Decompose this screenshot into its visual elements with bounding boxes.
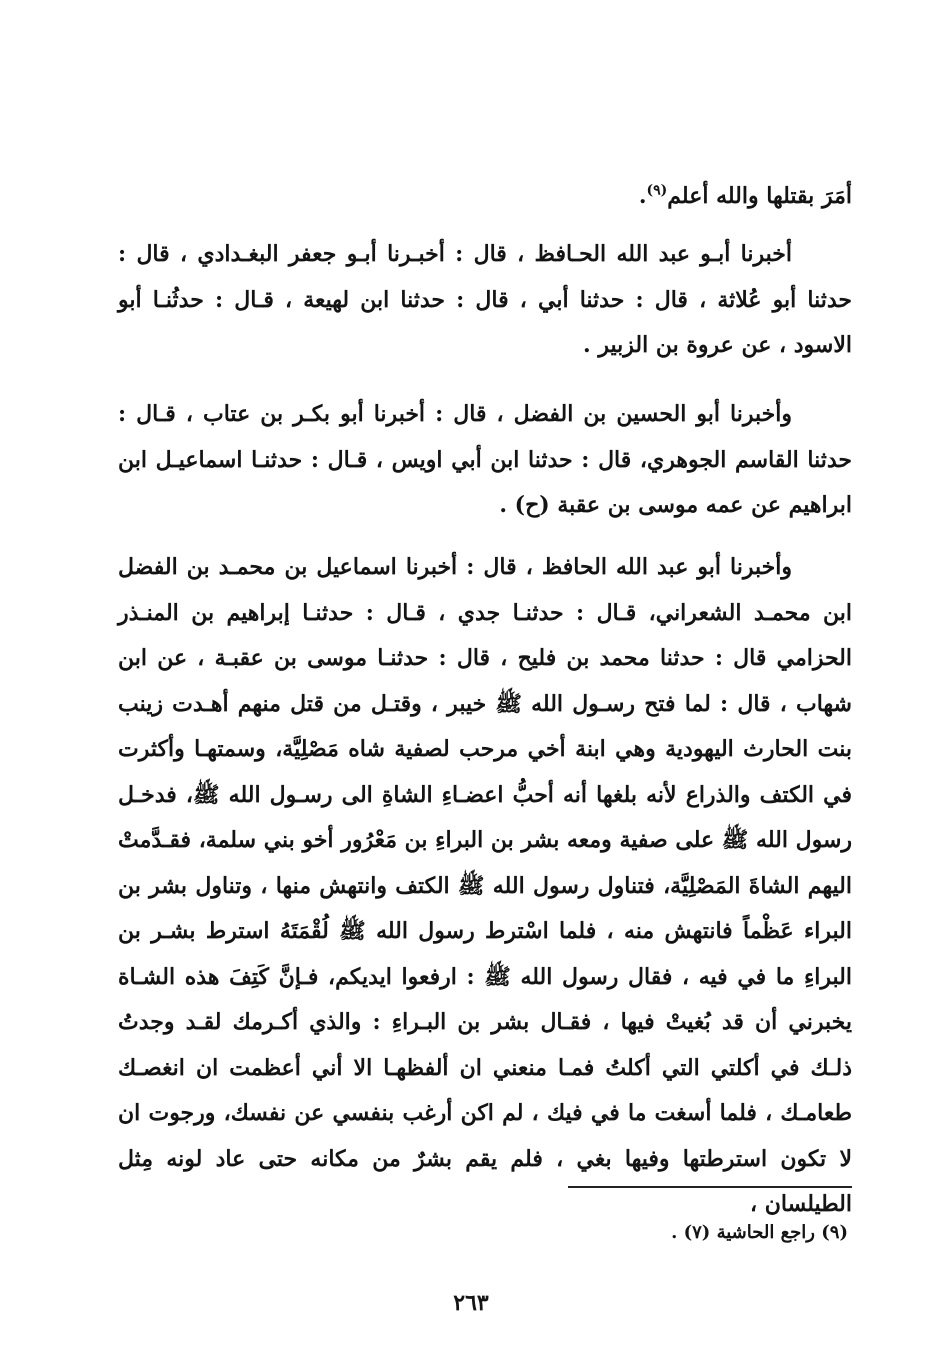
- footnote-marker: (٩): [646, 182, 668, 199]
- paragraph-narration: [118, 545, 852, 1228]
- paragraph-continuation: [118, 174, 852, 220]
- paragraph-isnad-2: [118, 392, 852, 529]
- paragraph-text: وأخبرنا أبو الحسين بن الفضل ، قال : أخبرنا أبو بكـر بن عتاب ، قـال : حدثنا القاسم الجوهري، قال : حدثنا ابن أبي اويس ، قـال : حدثنـا اسماعيـل ابن ابراهيم عن عمه موسى بن عقبة (ح) .: [118, 401, 852, 518]
- paragraph-end: .: [638, 183, 647, 209]
- paragraph-text: أمَرَ بقتلها والله أعلم: [667, 183, 852, 209]
- footnote: (٩) راجع الحاشية (٧) .: [671, 1222, 848, 1243]
- footnote-divider: [568, 1186, 852, 1188]
- paragraph-text: وأخبرنا أبو عبد الله الحافظ ، قال : أخبرنا اسماعيل بن محمـد بن الفضل ابن محمـد الشعراني، قـال : حدثنـا جدي ، قـال : حدثنـا إبراهيم بن المنـذر الحزامي قال : حدثنا محمد بن فليح ، قال : حدثنـا موسى بن عقبـة ، عن ابن شهاب ، قال : لما فتح رسـول الله ﷺ خيبر ، وقتـل من قتل منهم أهـدت زينب بنت الحارث اليهودية وهي ابنة أخي مرحب لصفية شاه مَصْلِيَّة، وسمتهـا وأكثرت في الكتف والذراع لأنه بلغها أنه أحبُّ اعضـاءِ الشاةِ الى رسـول الله ﷺ، فدخـل رسول الله ﷺ على صفية ومعه بشر بن البراءِ بن مَعْرُور أخو بني سلمة، فقـدَّمتْ اليهم الشاةَ المَصْلِيَّة، فتناول رسول الله ﷺ الكتف وانتهش منها ، وتناول بشر بن البراء عَظْماً فانتهش منه ، فلما اسْترط رسول الله ﷺ لُقْمَتَهُ استرط بشـر بن البراءِ ما في فيه ، فقال رسول الله ﷺ : ارفعوا ايديكم، فـإنَّ كَتِفَ هذه الشـاة يخبرني أن قد بُغيتْ فيها ، فقـال بشر بن البـراءِ : والذي أكـرمك لقـد وجدتُ ذلـك في أكلتي التي أكلتُ فمـا منعني ان ألفظهـا الا أني أعظمت ان انغصـك طعامـك ، فلما أسغت ما في فيك ، لم اكن أرغب بنفسي عن نفسك، ورجوت ان لا تكون استرطتها وفيها بغي ، فلم يقم بشرٌ من مكانه حتى عاد لونه مِثل الطيلسان ،: [118, 554, 852, 1217]
- page-number: ٢٦٣: [453, 1290, 489, 1316]
- paragraph-text: أخبرنا أبـو عبد الله الحـافظ ، قال : أخبـرنا أبـو جعفر البغـدادي ، قال : حدثنا أبو عُلاثة ، قال : حدثنا أبي ، قال : حدثنا ابن لهيعة ، قـال : حدثُنـا أبو الاسود ، عن عروة بن الزبير .: [118, 241, 852, 358]
- paragraph-isnad-1: [118, 232, 852, 369]
